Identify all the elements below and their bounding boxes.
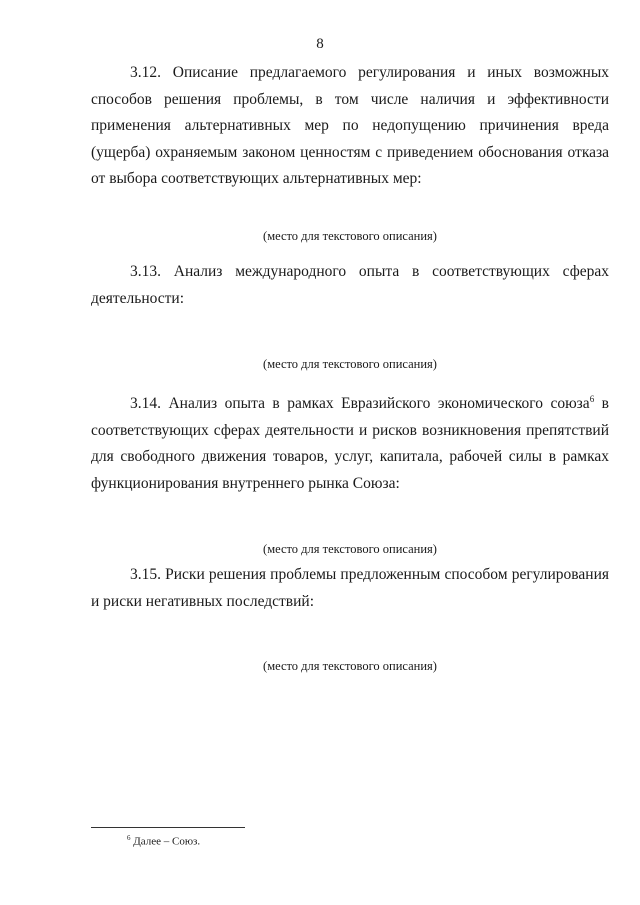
- section-3-15-body: 3.15. Риски решения проблемы предложенным способом регулирования и риски негативных последствий:: [91, 566, 609, 610]
- footnote-mark: 6: [127, 834, 131, 842]
- section-3-12-body: 3.12. Описание предлагаемого регулирования и иных возможных способов решения проблемы, в том числе наличия и эффективности применения альтернативных мер по недопущению причинения вреда (ущерба) охраняемым законом ценностям с приведением обоснования отказа от выбора соответствующих альтернативных мер:: [91, 64, 609, 187]
- footnote-reference: 6: [589, 393, 595, 404]
- section-3-15-placeholder: (место для текстового описания): [263, 659, 437, 673]
- section-3-12-placeholder: (место для текстового описания): [263, 229, 437, 243]
- section-3-15-text: [91, 562, 609, 615]
- section-3-13-body: 3.13. Анализ международного опыта в соответствующих сферах деятельности:: [91, 263, 609, 307]
- section-3-14-text: [91, 391, 609, 497]
- footnote-text: Далее – Союз.: [133, 835, 201, 848]
- section-3-14-body-end: в соответствующих сферах деятельности и рисков возникновения препятствий для свободного движения товаров, услуг, капитала, рабочей силы в рамках функционирования внутреннего рынка Союза:: [91, 395, 609, 492]
- section-3-13-text: [91, 259, 609, 312]
- page-number: 8: [316, 36, 324, 52]
- section-3-12-text: [91, 60, 609, 193]
- footnote-separator: [91, 827, 245, 828]
- footnote: [127, 834, 200, 848]
- section-3-13-placeholder: (место для текстового описания): [263, 357, 437, 371]
- section-3-14-body-start: 3.14. Анализ опыта в рамках Евразийского экономического союза: [130, 395, 590, 412]
- section-3-14-placeholder: (место для текстового описания): [263, 542, 437, 556]
